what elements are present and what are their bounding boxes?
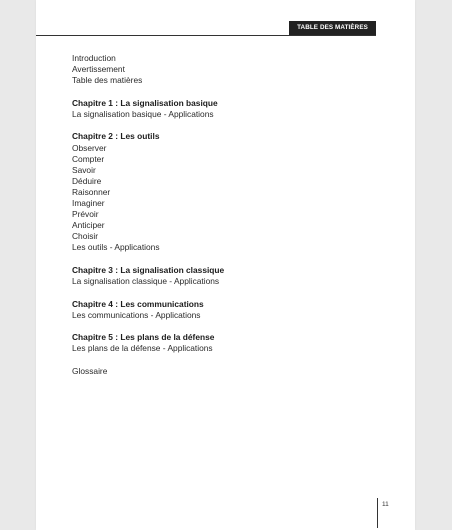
toc-entry: La signalisation basique - Applications xyxy=(72,108,214,119)
section-title-badge: TABLE DES MATIÈRES xyxy=(289,21,376,35)
toc-group xyxy=(72,53,372,86)
toc-entry: Savoir xyxy=(72,164,96,175)
toc-entry: Choisir xyxy=(72,231,99,242)
toc-entry: Introduction xyxy=(72,53,116,63)
toc-entry: Raisonner xyxy=(72,186,111,197)
toc-entry: Anticiper xyxy=(72,220,105,231)
toc-chapter-heading: Chapitre 1 : La signalisation basique xyxy=(72,97,218,108)
toc-entry: Table des matières xyxy=(72,75,143,86)
toc-entry: Compter xyxy=(72,153,105,164)
toc-chapter-heading: Chapitre 5 : Les plans de la défense xyxy=(72,332,215,343)
toc-chapter-heading: Chapitre 4 : Les communications xyxy=(72,298,204,309)
toc-entry: Prévoir xyxy=(72,209,99,220)
toc-entry: Imaginer xyxy=(72,198,105,209)
toc-group xyxy=(72,265,372,287)
toc-chapter-heading: Chapitre 3 : La signalisation classique xyxy=(72,265,225,275)
toc-chapter-heading: Chapitre 2 : Les outils xyxy=(72,131,160,142)
document-page xyxy=(36,0,415,530)
table-of-contents xyxy=(72,53,372,389)
toc-group xyxy=(72,366,372,377)
toc-group xyxy=(72,299,372,321)
header-rule xyxy=(36,35,376,36)
toc-entry: Glossaire xyxy=(72,366,108,377)
toc-group xyxy=(72,98,372,120)
toc-entry: Les plans de la défense - Applications xyxy=(72,343,213,354)
footer-rule xyxy=(377,498,378,528)
toc-entry: Observer xyxy=(72,142,107,153)
toc-group xyxy=(72,332,372,354)
toc-entry: Les outils - Applications xyxy=(72,242,160,253)
toc-entry: Avertissement xyxy=(72,64,125,75)
toc-group xyxy=(72,131,372,253)
toc-entry: Déduire xyxy=(72,175,102,186)
toc-entry: La signalisation classique - Applications xyxy=(72,276,220,287)
toc-entry: Les communications - Applications xyxy=(72,309,201,320)
page-number: 11 xyxy=(382,501,389,508)
